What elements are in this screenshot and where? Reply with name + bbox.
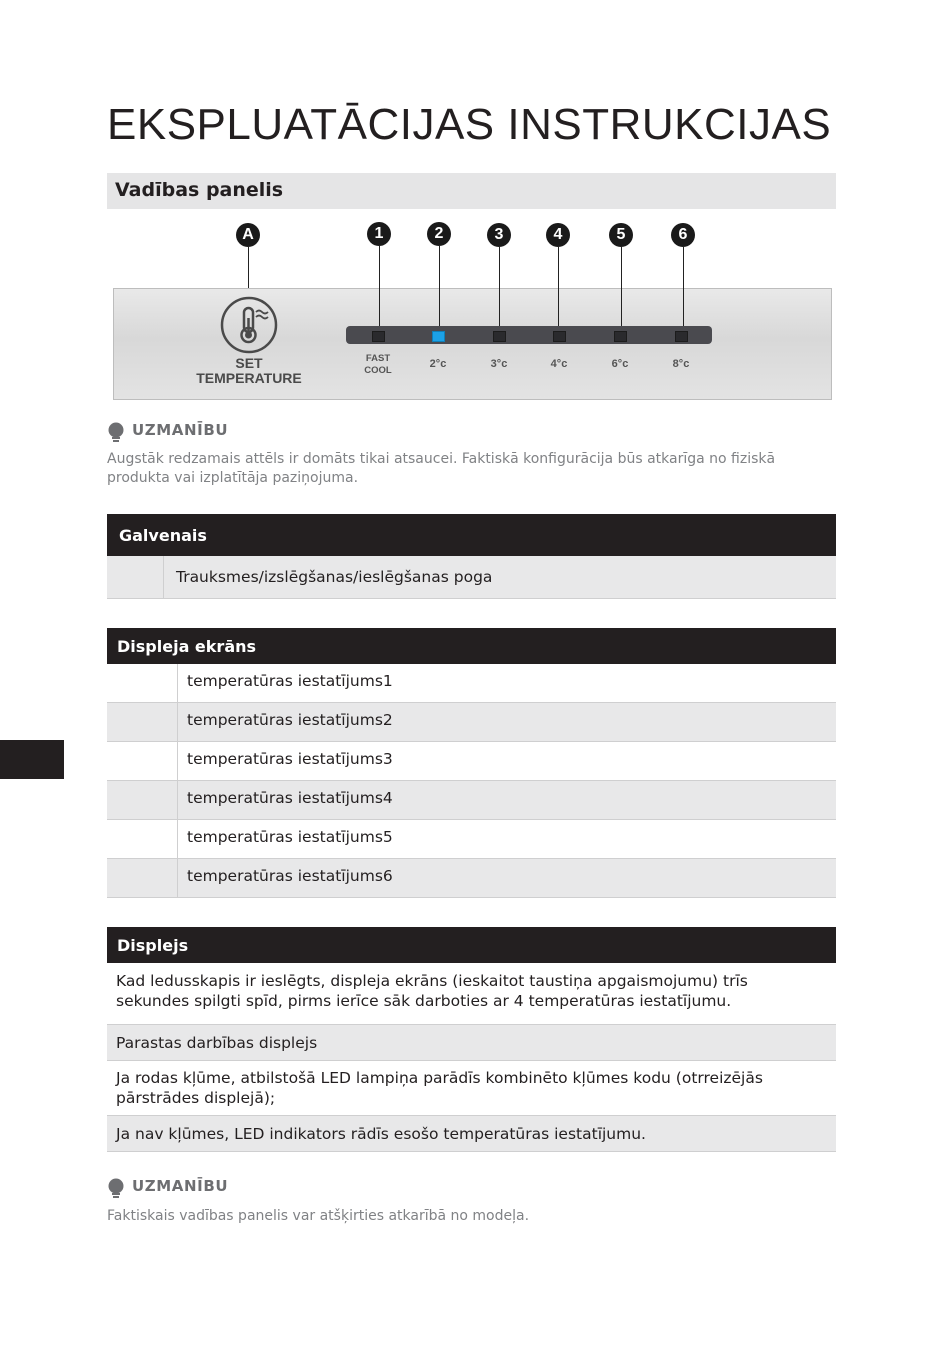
table-cell-value: temperatūras iestatījums3	[187, 750, 393, 768]
led-4c	[553, 331, 566, 342]
table-heading-displejs: Displejs	[107, 927, 836, 963]
table-cell-key	[107, 556, 164, 598]
table-cell-value: Ja nav kļūmes, LED indikators rādīs esošo temperatūras iestatījumu.	[116, 1125, 646, 1143]
callout-leader-1	[379, 246, 380, 332]
note-body-line: Augstāk redzamais attēls ir domāts tikai atsaucei. Faktiskā konfigurācija būs atkarīga no fiziskā	[107, 451, 776, 467]
table-cell-value: sekundes spilgti spīd, pirms ierīce sāk darboties ar 4 temperatūras iestatījumu.	[116, 992, 732, 1010]
led-3c	[493, 331, 506, 342]
table-cell-value: pārstrādes displejā);	[116, 1089, 276, 1107]
table-row	[107, 1116, 836, 1152]
table-row	[107, 963, 836, 1025]
table-cell-value: Trauksmes/izslēgšanas/ieslēgšanas poga	[176, 568, 493, 586]
table-cell-value: temperatūras iestatījums4	[187, 789, 393, 807]
note-body-line: Faktiskais vadības panelis var atšķirties atkarībā no modeļa.	[107, 1208, 530, 1224]
table-cell-key	[107, 820, 178, 858]
table-row	[107, 556, 836, 599]
page-title: EKSPLUATĀCIJAS INSTRUKCIJAS	[107, 100, 832, 149]
led-fast-cool	[372, 331, 385, 342]
led-6c	[614, 331, 627, 342]
note-heading: UZMANĪBU	[132, 1177, 229, 1195]
callout-leader-2	[439, 246, 440, 332]
led-label-4c: 4°c	[550, 358, 568, 370]
table-row	[107, 1025, 836, 1061]
table-cell-value: Ja rodas kļūme, atbilstošā LED lampiņa parādīs kombinēto kļūmes kodu (otrreizējās	[116, 1069, 763, 1087]
callout-leader-5	[621, 247, 622, 332]
thermometer-icon	[220, 296, 278, 354]
callout-leader-6	[683, 247, 684, 332]
led-label-6c: 6°c	[611, 358, 629, 370]
led-2c	[432, 331, 445, 342]
temperature-label: TEMPERATURE	[196, 370, 302, 386]
table-cell-key	[107, 742, 178, 780]
callout-badge-4: 4	[546, 223, 570, 247]
callout-badge-3: 3	[487, 223, 511, 247]
callout-badge-1: 1	[367, 222, 391, 246]
table-cell-key	[107, 703, 178, 741]
table-heading-main: Galvenais	[107, 514, 836, 556]
callout-badge-a: A	[236, 223, 260, 247]
table-cell-value: temperatūras iestatījums5	[187, 828, 393, 846]
table-row	[107, 820, 836, 859]
callout-leader-3	[499, 247, 500, 332]
section-heading-bar	[107, 173, 836, 209]
lightbulb-icon	[107, 1178, 125, 1198]
table-heading-display: Displeja ekrāns	[107, 628, 836, 664]
table-row	[107, 781, 836, 820]
chapter-tab-marker	[0, 740, 64, 779]
callout-badge-2: 2	[427, 222, 451, 246]
callout-badge-6: 6	[671, 223, 695, 247]
table-cell-value: Parastas darbības displejs	[116, 1034, 318, 1052]
note-heading: UZMANĪBU	[132, 421, 229, 439]
set-label: SET	[235, 355, 263, 371]
table-row	[107, 859, 836, 898]
led-8c	[675, 331, 688, 342]
table-cell-key	[107, 781, 178, 819]
led-label-3c: 3°c	[490, 358, 508, 370]
table-cell-key	[107, 859, 178, 897]
table-row	[107, 1061, 836, 1116]
led-label-8c: 8°c	[672, 358, 690, 370]
section-heading: Vadības panelis	[115, 179, 284, 201]
led-strip	[346, 326, 712, 344]
table-cell-key	[107, 664, 178, 702]
table-cell-value: temperatūras iestatījums2	[187, 711, 393, 729]
table-row	[107, 664, 836, 703]
led-label-fast: FAST	[365, 353, 391, 364]
table-row	[107, 703, 836, 742]
callout-badge-5: 5	[609, 223, 633, 247]
table-cell-value: temperatūras iestatījums6	[187, 867, 393, 885]
callout-leader-4	[558, 247, 559, 332]
table-cell-value: Kad ledusskapis ir ieslēgts, displeja ekrāns (ieskaitot taustiņa apgaismojumu) trīs	[116, 972, 748, 990]
table-cell-value: temperatūras iestatījums1	[187, 672, 393, 690]
led-label-2c: 2°c	[429, 358, 447, 370]
lightbulb-icon	[107, 422, 125, 442]
table-row	[107, 742, 836, 781]
note-body-line: produkta vai izplatītāja paziņojuma.	[107, 470, 359, 486]
led-label-cool: COOL	[364, 365, 392, 376]
